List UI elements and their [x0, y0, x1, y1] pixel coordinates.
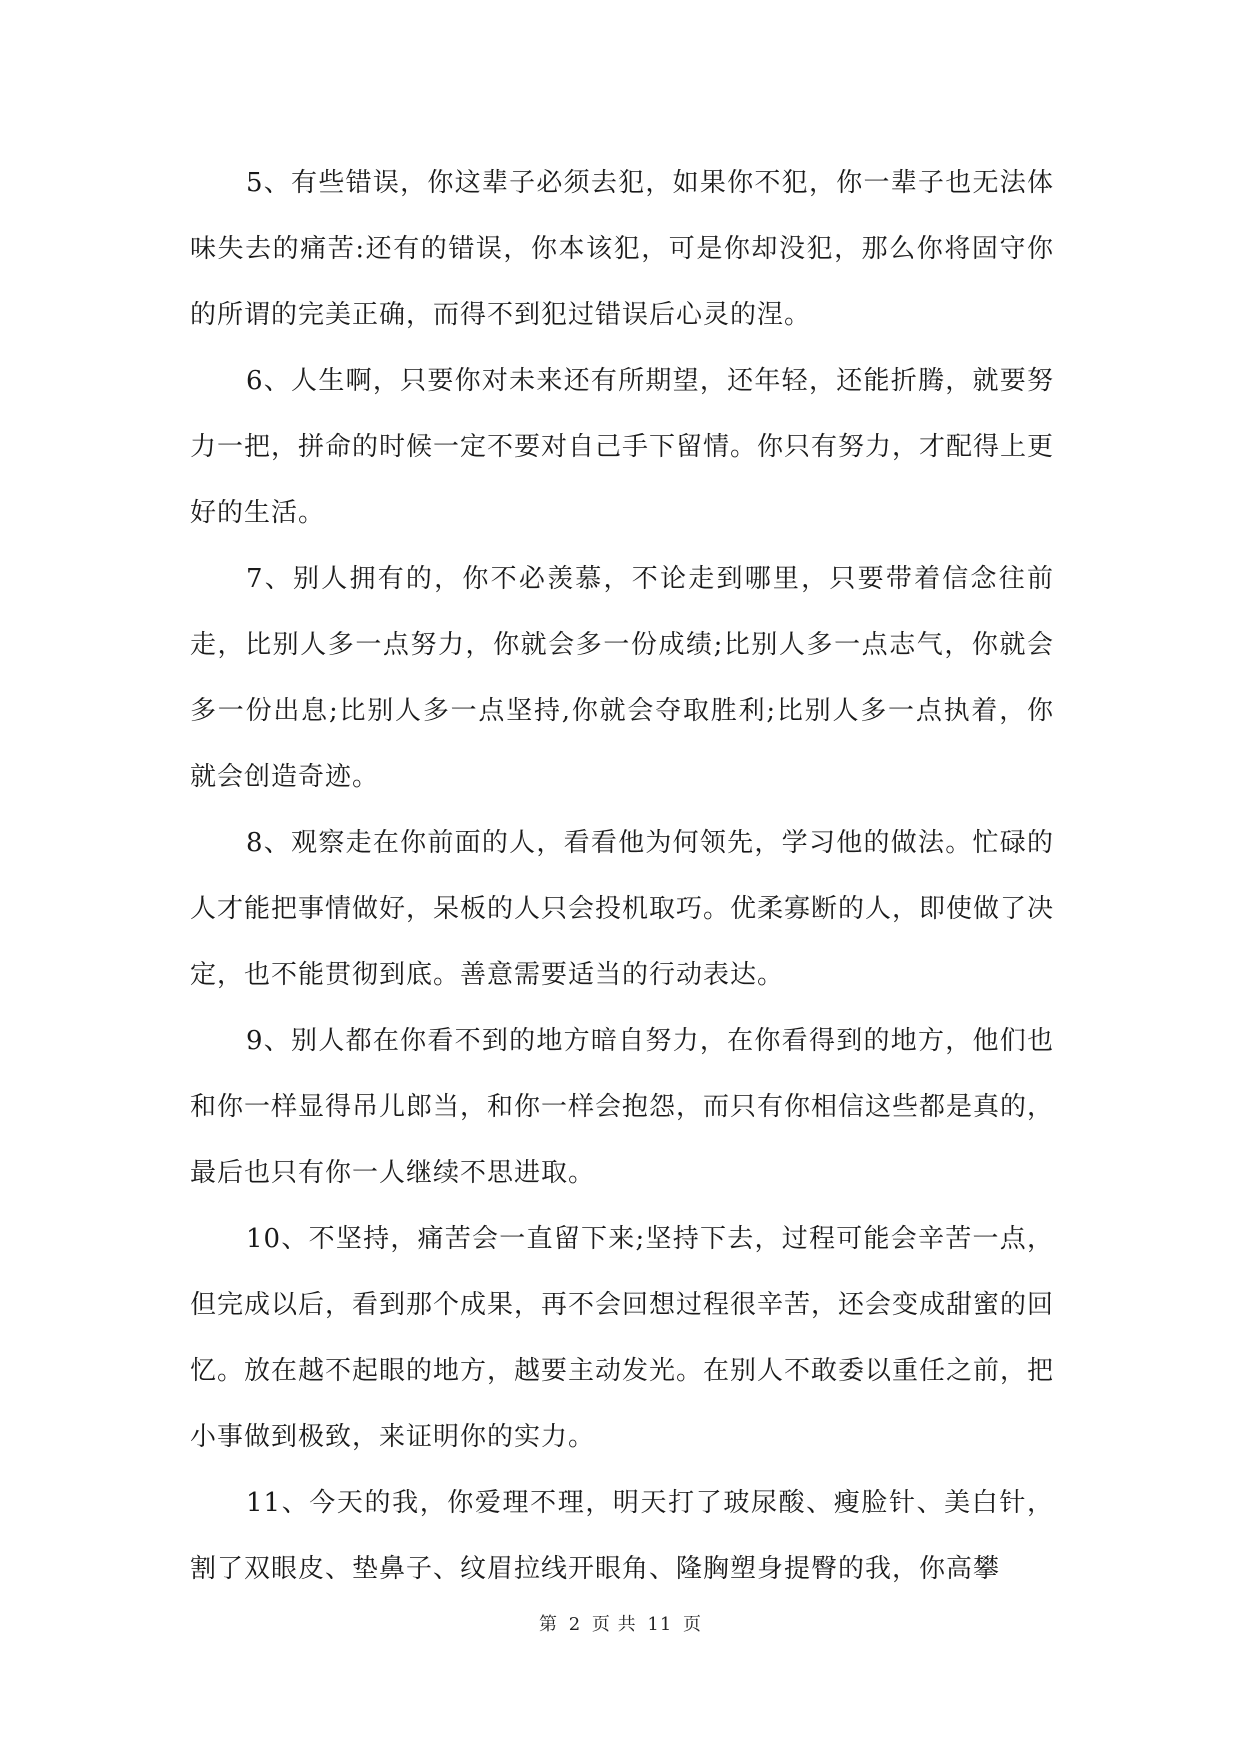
- page-body: [190, 150, 1054, 1602]
- footer-middle: 页 共: [591, 1614, 637, 1635]
- current-page-number: 2: [568, 1614, 582, 1635]
- paragraph-9: 9、别人都在你看不到的地方暗自努力，在你看得到的地方，他们也和你一样显得吊儿郎当，和你一样会抱怨，而只有你相信这些都是真的，最后也只有你一人继续不思进取。: [190, 1026, 1055, 1188]
- paragraph-11: 11、今天的我，你爱理不理，明天打了玻尿酸、瘦脸针、美白针，割了双眼皮、垫鼻子、纹眉拉线开眼角、隆胸塑身提臀的我，你高攀: [190, 1488, 1054, 1584]
- total-page-count: 11: [647, 1614, 673, 1635]
- paragraph-8: 8、观察走在你前面的人，看看他为何领先，学习他的做法。忙碌的人才能把事情做好，呆板的人只会投机取巧。优柔寡断的人，即使做了决定，也不能贯彻到底。善意需要适当的行动表达。: [190, 828, 1055, 990]
- paragraph-5: 5、有些错误，你这辈子必须去犯，如果你不犯，你一辈子也无法体味失去的痛苦:还有的错误，你本该犯，可是你却没犯，那么你将固守你的所谓的完美正确，而得不到犯过错误后心灵的涅。: [190, 168, 1054, 330]
- footer-suffix: 页: [683, 1614, 703, 1635]
- page-footer: [0, 1610, 1241, 1636]
- paragraph-6: 6、人生啊，只要你对未来还有所期望，还年轻，还能折腾，就要努力一把，拼命的时候一定不要对自己手下留情。你只有努力，才配得上更好的生活。: [190, 366, 1055, 528]
- paragraph-7: 7、别人拥有的，你不必羡慕，不论走到哪里，只要带着信念往前走，比别人多一点努力，你就会多一份成绩;比别人多一点志气，你就会多一份出息;比别人多一点坚持,你就会夺取胜利;比别人多一点执着，你就会创造奇迹。: [190, 564, 1054, 792]
- paragraph-10: 10、不坚持，痛苦会一直留下来;坚持下去，过程可能会辛苦一点，但完成以后，看到那个成果，再不会回想过程很辛苦，还会变成甜蜜的回忆。放在越不起眼的地方，越要主动发光。在别人不敢委以重任之前，把小事做到极致，来证明你的实力。: [190, 1224, 1055, 1452]
- footer-prefix: 第: [538, 1614, 558, 1635]
